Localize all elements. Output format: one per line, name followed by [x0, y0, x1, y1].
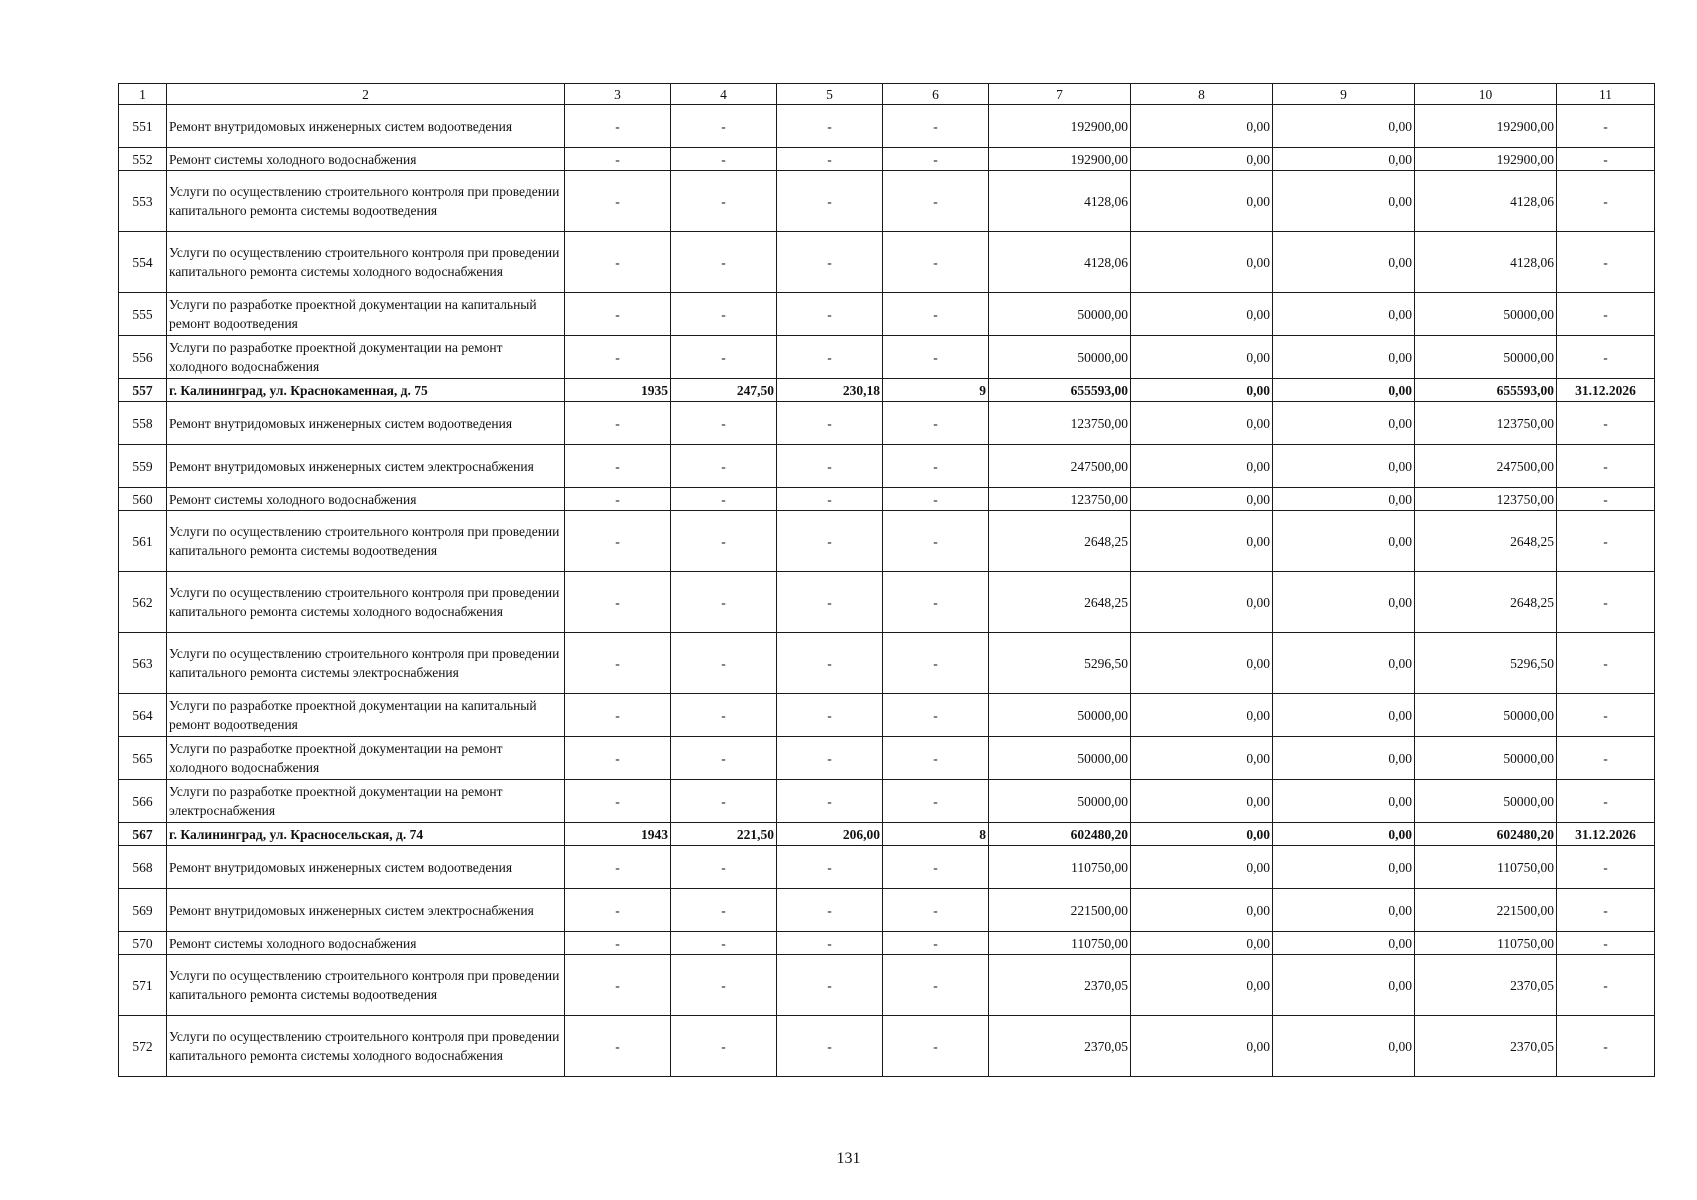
- table-cell: Услуги по осуществлению строительного контроля при проведении капитального ремонта системы водоотведения: [167, 171, 565, 232]
- table-row: [119, 171, 1655, 232]
- table-cell: -: [671, 889, 777, 932]
- table-cell: -: [1557, 171, 1655, 232]
- table-cell: 0,00: [1273, 171, 1415, 232]
- table-cell: -: [883, 402, 989, 445]
- table-cell: -: [565, 105, 671, 148]
- table-row: [119, 105, 1655, 148]
- table-cell: 2370,05: [989, 955, 1131, 1016]
- table-cell: Ремонт внутридомовых инженерных систем электроснабжения: [167, 889, 565, 932]
- table-row: [119, 402, 1655, 445]
- table-cell: 31.12.2026: [1557, 823, 1655, 846]
- table-cell: 555: [119, 293, 167, 336]
- header-cell: 7: [989, 84, 1131, 105]
- table-cell: -: [565, 633, 671, 694]
- table-cell: -: [671, 445, 777, 488]
- table-cell: -: [777, 336, 883, 379]
- table-cell: 553: [119, 171, 167, 232]
- table-cell: -: [777, 932, 883, 955]
- header-cell: 6: [883, 84, 989, 105]
- table-cell: 50000,00: [1415, 780, 1557, 823]
- table-cell: 554: [119, 232, 167, 293]
- table-cell: Услуги по разработке проектной документации на ремонт холодного водоснабжения: [167, 336, 565, 379]
- table-cell: 557: [119, 379, 167, 402]
- table-cell: 0,00: [1131, 633, 1273, 694]
- table-cell: 0,00: [1273, 293, 1415, 336]
- table-cell: 50000,00: [1415, 336, 1557, 379]
- table-cell: Ремонт системы холодного водоснабжения: [167, 932, 565, 955]
- table-cell: 9: [883, 379, 989, 402]
- table-cell: 110750,00: [989, 846, 1131, 889]
- table-cell: -: [777, 780, 883, 823]
- table-row: [119, 293, 1655, 336]
- table-cell: -: [1557, 737, 1655, 780]
- table-cell: 0,00: [1131, 737, 1273, 780]
- table-cell: Ремонт системы холодного водоснабжения: [167, 488, 565, 511]
- table-cell: 123750,00: [1415, 488, 1557, 511]
- table-cell: Ремонт системы холодного водоснабжения: [167, 148, 565, 171]
- table-row: [119, 955, 1655, 1016]
- table-cell: -: [777, 105, 883, 148]
- table-cell: 602480,20: [1415, 823, 1557, 846]
- table-cell: 4128,06: [989, 232, 1131, 293]
- table-cell: 0,00: [1131, 171, 1273, 232]
- table-cell: -: [777, 1016, 883, 1077]
- table-row: [119, 379, 1655, 402]
- table-cell: 50000,00: [989, 780, 1131, 823]
- table-row: [119, 572, 1655, 633]
- table-cell: Услуги по осуществлению строительного контроля при проведении капитального ремонта системы электроснабжения: [167, 633, 565, 694]
- table-cell: 556: [119, 336, 167, 379]
- table-cell: г. Калининград, ул. Красносельская, д. 74: [167, 823, 565, 846]
- data-table: [118, 83, 1655, 1077]
- header-cell: 5: [777, 84, 883, 105]
- table-cell: -: [671, 780, 777, 823]
- table-cell: -: [565, 1016, 671, 1077]
- table-cell: 4128,06: [1415, 232, 1557, 293]
- table-cell: Ремонт внутридомовых инженерных систем водоотведения: [167, 846, 565, 889]
- table-cell: -: [777, 889, 883, 932]
- table-cell: -: [883, 171, 989, 232]
- table-cell: -: [1557, 572, 1655, 633]
- table-cell: 192900,00: [1415, 105, 1557, 148]
- table-cell: -: [777, 293, 883, 336]
- table-cell: -: [565, 572, 671, 633]
- table-cell: 0,00: [1131, 105, 1273, 148]
- table-cell: -: [565, 232, 671, 293]
- table-cell: 655593,00: [989, 379, 1131, 402]
- table-cell: 2370,05: [1415, 955, 1557, 1016]
- table-cell: -: [1557, 336, 1655, 379]
- table-cell: 192900,00: [989, 105, 1131, 148]
- header-cell: 4: [671, 84, 777, 105]
- table-cell: -: [1557, 445, 1655, 488]
- table-cell: -: [671, 105, 777, 148]
- table-cell: -: [1557, 633, 1655, 694]
- table-cell: 50000,00: [1415, 737, 1557, 780]
- table-cell: 0,00: [1273, 488, 1415, 511]
- table-row: [119, 932, 1655, 955]
- table-cell: 0,00: [1273, 379, 1415, 402]
- table-cell: 0,00: [1273, 780, 1415, 823]
- table-cell: -: [777, 633, 883, 694]
- table-cell: 50000,00: [989, 293, 1131, 336]
- table-cell: -: [777, 488, 883, 511]
- table-cell: 247500,00: [989, 445, 1131, 488]
- table-cell: 0,00: [1273, 737, 1415, 780]
- table-cell: -: [777, 171, 883, 232]
- table-cell: 0,00: [1131, 488, 1273, 511]
- table-cell: 0,00: [1131, 445, 1273, 488]
- table-cell: 0,00: [1273, 572, 1415, 633]
- table-cell: 602480,20: [989, 823, 1131, 846]
- table-cell: -: [883, 572, 989, 633]
- table-row: [119, 780, 1655, 823]
- table-cell: 0,00: [1273, 105, 1415, 148]
- header-cell: 1: [119, 84, 167, 105]
- table-cell: -: [565, 846, 671, 889]
- table-cell: -: [777, 402, 883, 445]
- table-cell: 570: [119, 932, 167, 955]
- table-cell: 0,00: [1131, 572, 1273, 633]
- table-cell: 0,00: [1131, 846, 1273, 889]
- table-cell: 0,00: [1131, 932, 1273, 955]
- page-number: 131: [836, 1150, 861, 1167]
- table-cell: -: [671, 572, 777, 633]
- table-cell: 0,00: [1131, 293, 1273, 336]
- table-cell: -: [565, 488, 671, 511]
- table-cell: -: [671, 932, 777, 955]
- header-cell: 2: [167, 84, 565, 105]
- header-cell: 10: [1415, 84, 1557, 105]
- table-cell: -: [1557, 148, 1655, 171]
- table-cell: -: [565, 293, 671, 336]
- table-cell: 0,00: [1273, 955, 1415, 1016]
- table-cell: -: [565, 737, 671, 780]
- table-cell: -: [777, 232, 883, 293]
- table-cell: -: [777, 694, 883, 737]
- table-cell: 0,00: [1131, 402, 1273, 445]
- table-cell: г. Калининград, ул. Краснокаменная, д. 75: [167, 379, 565, 402]
- table-cell: -: [565, 511, 671, 572]
- header-cell: 11: [1557, 84, 1655, 105]
- table-cell: -: [883, 694, 989, 737]
- header-row: [119, 84, 1655, 105]
- header-cell: 9: [1273, 84, 1415, 105]
- table-body: [119, 84, 1655, 1077]
- table-cell: -: [1557, 889, 1655, 932]
- table-cell: -: [671, 694, 777, 737]
- table-cell: 568: [119, 846, 167, 889]
- table-cell: -: [1557, 511, 1655, 572]
- table-cell: 564: [119, 694, 167, 737]
- table-cell: Ремонт внутридомовых инженерных систем водоотведения: [167, 402, 565, 445]
- table-cell: 0,00: [1273, 694, 1415, 737]
- table-cell: -: [777, 737, 883, 780]
- table-cell: 1935: [565, 379, 671, 402]
- table-cell: -: [883, 232, 989, 293]
- table-cell: 571: [119, 955, 167, 1016]
- table-cell: 206,00: [777, 823, 883, 846]
- table-cell: 0,00: [1273, 633, 1415, 694]
- table-cell: -: [883, 293, 989, 336]
- table-row: [119, 846, 1655, 889]
- table-cell: 572: [119, 1016, 167, 1077]
- table-row: [119, 232, 1655, 293]
- table-cell: 0,00: [1273, 511, 1415, 572]
- table-cell: -: [1557, 780, 1655, 823]
- table-cell: 110750,00: [1415, 932, 1557, 955]
- table-cell: Ремонт внутридомовых инженерных систем электроснабжения: [167, 445, 565, 488]
- table-cell: -: [671, 737, 777, 780]
- table-cell: 563: [119, 633, 167, 694]
- table-cell: Услуги по осуществлению строительного контроля при проведении капитального ремонта системы водоотведения: [167, 511, 565, 572]
- table-cell: 0,00: [1131, 511, 1273, 572]
- table-cell: -: [883, 955, 989, 1016]
- table-cell: -: [671, 846, 777, 889]
- table-cell: -: [883, 737, 989, 780]
- table-cell: -: [1557, 846, 1655, 889]
- table-cell: -: [671, 336, 777, 379]
- table-cell: 2648,25: [1415, 572, 1557, 633]
- table-cell: -: [565, 780, 671, 823]
- table-cell: 123750,00: [1415, 402, 1557, 445]
- table-cell: 567: [119, 823, 167, 846]
- table-cell: -: [883, 445, 989, 488]
- table-cell: 50000,00: [989, 737, 1131, 780]
- table-cell: Услуги по осуществлению строительного контроля при проведении капитального ремонта системы холодного водоснабжения: [167, 572, 565, 633]
- table-cell: 8: [883, 823, 989, 846]
- table-cell: 4128,06: [1415, 171, 1557, 232]
- table-cell: -: [1557, 402, 1655, 445]
- table-cell: Услуги по осуществлению строительного контроля при проведении капитального ремонта системы водоотведения: [167, 955, 565, 1016]
- table-cell: 561: [119, 511, 167, 572]
- table-cell: 230,18: [777, 379, 883, 402]
- table-cell: 558: [119, 402, 167, 445]
- table-cell: 247500,00: [1415, 445, 1557, 488]
- table-cell: 0,00: [1131, 955, 1273, 1016]
- table-cell: 560: [119, 488, 167, 511]
- table-cell: 0,00: [1131, 1016, 1273, 1077]
- table-cell: 4128,06: [989, 171, 1131, 232]
- table-row: [119, 737, 1655, 780]
- table-cell: -: [883, 488, 989, 511]
- table-cell: 50000,00: [1415, 694, 1557, 737]
- table-cell: -: [565, 889, 671, 932]
- table-cell: -: [565, 932, 671, 955]
- table-cell: 559: [119, 445, 167, 488]
- table-cell: Услуги по осуществлению строительного контроля при проведении капитального ремонта системы холодного водоснабжения: [167, 232, 565, 293]
- table-cell: 221,50: [671, 823, 777, 846]
- table-cell: -: [671, 511, 777, 572]
- table-cell: 0,00: [1273, 232, 1415, 293]
- table-cell: 2370,05: [989, 1016, 1131, 1077]
- table-cell: -: [1557, 932, 1655, 955]
- table-cell: 5296,50: [1415, 633, 1557, 694]
- table-cell: Услуги по разработке проектной документации на ремонт холодного водоснабжения: [167, 737, 565, 780]
- table-cell: -: [883, 889, 989, 932]
- table-cell: 655593,00: [1415, 379, 1557, 402]
- table-cell: -: [883, 780, 989, 823]
- table-cell: 192900,00: [1415, 148, 1557, 171]
- table-row: [119, 889, 1655, 932]
- table-cell: -: [883, 105, 989, 148]
- table-cell: 50000,00: [989, 336, 1131, 379]
- table-cell: 562: [119, 572, 167, 633]
- table-cell: 565: [119, 737, 167, 780]
- table-cell: -: [777, 511, 883, 572]
- table-cell: 50000,00: [1415, 293, 1557, 336]
- table-cell: -: [777, 955, 883, 1016]
- table-cell: 0,00: [1131, 336, 1273, 379]
- table-cell: 247,50: [671, 379, 777, 402]
- table-cell: -: [777, 148, 883, 171]
- table-cell: -: [671, 955, 777, 1016]
- table-cell: 31.12.2026: [1557, 379, 1655, 402]
- table-cell: 0,00: [1131, 148, 1273, 171]
- table-cell: 2648,25: [1415, 511, 1557, 572]
- table-cell: 123750,00: [989, 488, 1131, 511]
- table-row: [119, 445, 1655, 488]
- table-cell: -: [777, 846, 883, 889]
- table-cell: -: [671, 148, 777, 171]
- table-cell: -: [1557, 1016, 1655, 1077]
- table-cell: -: [883, 1016, 989, 1077]
- table-cell: -: [565, 445, 671, 488]
- table-cell: 0,00: [1131, 889, 1273, 932]
- table-cell: 0,00: [1131, 780, 1273, 823]
- table-cell: -: [883, 633, 989, 694]
- table-cell: 0,00: [1131, 232, 1273, 293]
- table-cell: -: [883, 932, 989, 955]
- table-cell: 0,00: [1273, 823, 1415, 846]
- header-cell: 3: [565, 84, 671, 105]
- table-cell: 2370,05: [1415, 1016, 1557, 1077]
- table-cell: Услуги по разработке проектной документации на ремонт электроснабжения: [167, 780, 565, 823]
- table-cell: 2648,25: [989, 572, 1131, 633]
- table-cell: -: [671, 633, 777, 694]
- table-cell: Услуги по осуществлению строительного контроля при проведении капитального ремонта системы холодного водоснабжения: [167, 1016, 565, 1077]
- table-cell: 0,00: [1273, 148, 1415, 171]
- table-cell: Услуги по разработке проектной документации на капитальный ремонт водоотведения: [167, 293, 565, 336]
- table-cell: Услуги по разработке проектной документации на капитальный ремонт водоотведения: [167, 694, 565, 737]
- table-cell: 50000,00: [989, 694, 1131, 737]
- table-cell: -: [883, 148, 989, 171]
- table-cell: 0,00: [1131, 379, 1273, 402]
- table-cell: 110750,00: [1415, 846, 1557, 889]
- table-row: [119, 148, 1655, 171]
- table-cell: -: [1557, 955, 1655, 1016]
- table-cell: -: [565, 171, 671, 232]
- table-cell: -: [671, 232, 777, 293]
- table-cell: -: [1557, 694, 1655, 737]
- table-cell: 0,00: [1273, 932, 1415, 955]
- table-row: [119, 694, 1655, 737]
- table-row: [119, 823, 1655, 846]
- table-row: [119, 511, 1655, 572]
- table-cell: -: [1557, 232, 1655, 293]
- table-cell: -: [883, 336, 989, 379]
- table-cell: -: [565, 402, 671, 445]
- table-cell: 110750,00: [989, 932, 1131, 955]
- table-row: [119, 633, 1655, 694]
- table-cell: 5296,50: [989, 633, 1131, 694]
- table-cell: -: [671, 402, 777, 445]
- table-cell: -: [1557, 488, 1655, 511]
- table-cell: -: [883, 846, 989, 889]
- table-cell: 566: [119, 780, 167, 823]
- table-cell: -: [671, 488, 777, 511]
- table-cell: 551: [119, 105, 167, 148]
- table-cell: 0,00: [1273, 445, 1415, 488]
- table-cell: 0,00: [1273, 1016, 1415, 1077]
- table-cell: 552: [119, 148, 167, 171]
- table-cell: 192900,00: [989, 148, 1131, 171]
- table-row: [119, 336, 1655, 379]
- table-cell: -: [777, 572, 883, 633]
- table-cell: -: [671, 293, 777, 336]
- table-cell: 221500,00: [989, 889, 1131, 932]
- table-cell: -: [671, 1016, 777, 1077]
- table-cell: -: [565, 955, 671, 1016]
- table-cell: 221500,00: [1415, 889, 1557, 932]
- table-cell: 2648,25: [989, 511, 1131, 572]
- table-cell: 0,00: [1273, 846, 1415, 889]
- table-cell: -: [1557, 293, 1655, 336]
- header-cell: 8: [1131, 84, 1273, 105]
- table-cell: -: [1557, 105, 1655, 148]
- table-cell: 569: [119, 889, 167, 932]
- table-cell: -: [777, 445, 883, 488]
- table-cell: Ремонт внутридомовых инженерных систем водоотведения: [167, 105, 565, 148]
- table-cell: -: [883, 511, 989, 572]
- table-cell: 1943: [565, 823, 671, 846]
- table-cell: 0,00: [1131, 823, 1273, 846]
- table-cell: 0,00: [1273, 402, 1415, 445]
- table-cell: 123750,00: [989, 402, 1131, 445]
- table-cell: 0,00: [1131, 694, 1273, 737]
- table-row: [119, 1016, 1655, 1077]
- table-cell: -: [565, 694, 671, 737]
- table-cell: -: [671, 171, 777, 232]
- table-row: [119, 488, 1655, 511]
- table-cell: 0,00: [1273, 889, 1415, 932]
- table-cell: 0,00: [1273, 336, 1415, 379]
- table-cell: -: [565, 148, 671, 171]
- table-cell: -: [565, 336, 671, 379]
